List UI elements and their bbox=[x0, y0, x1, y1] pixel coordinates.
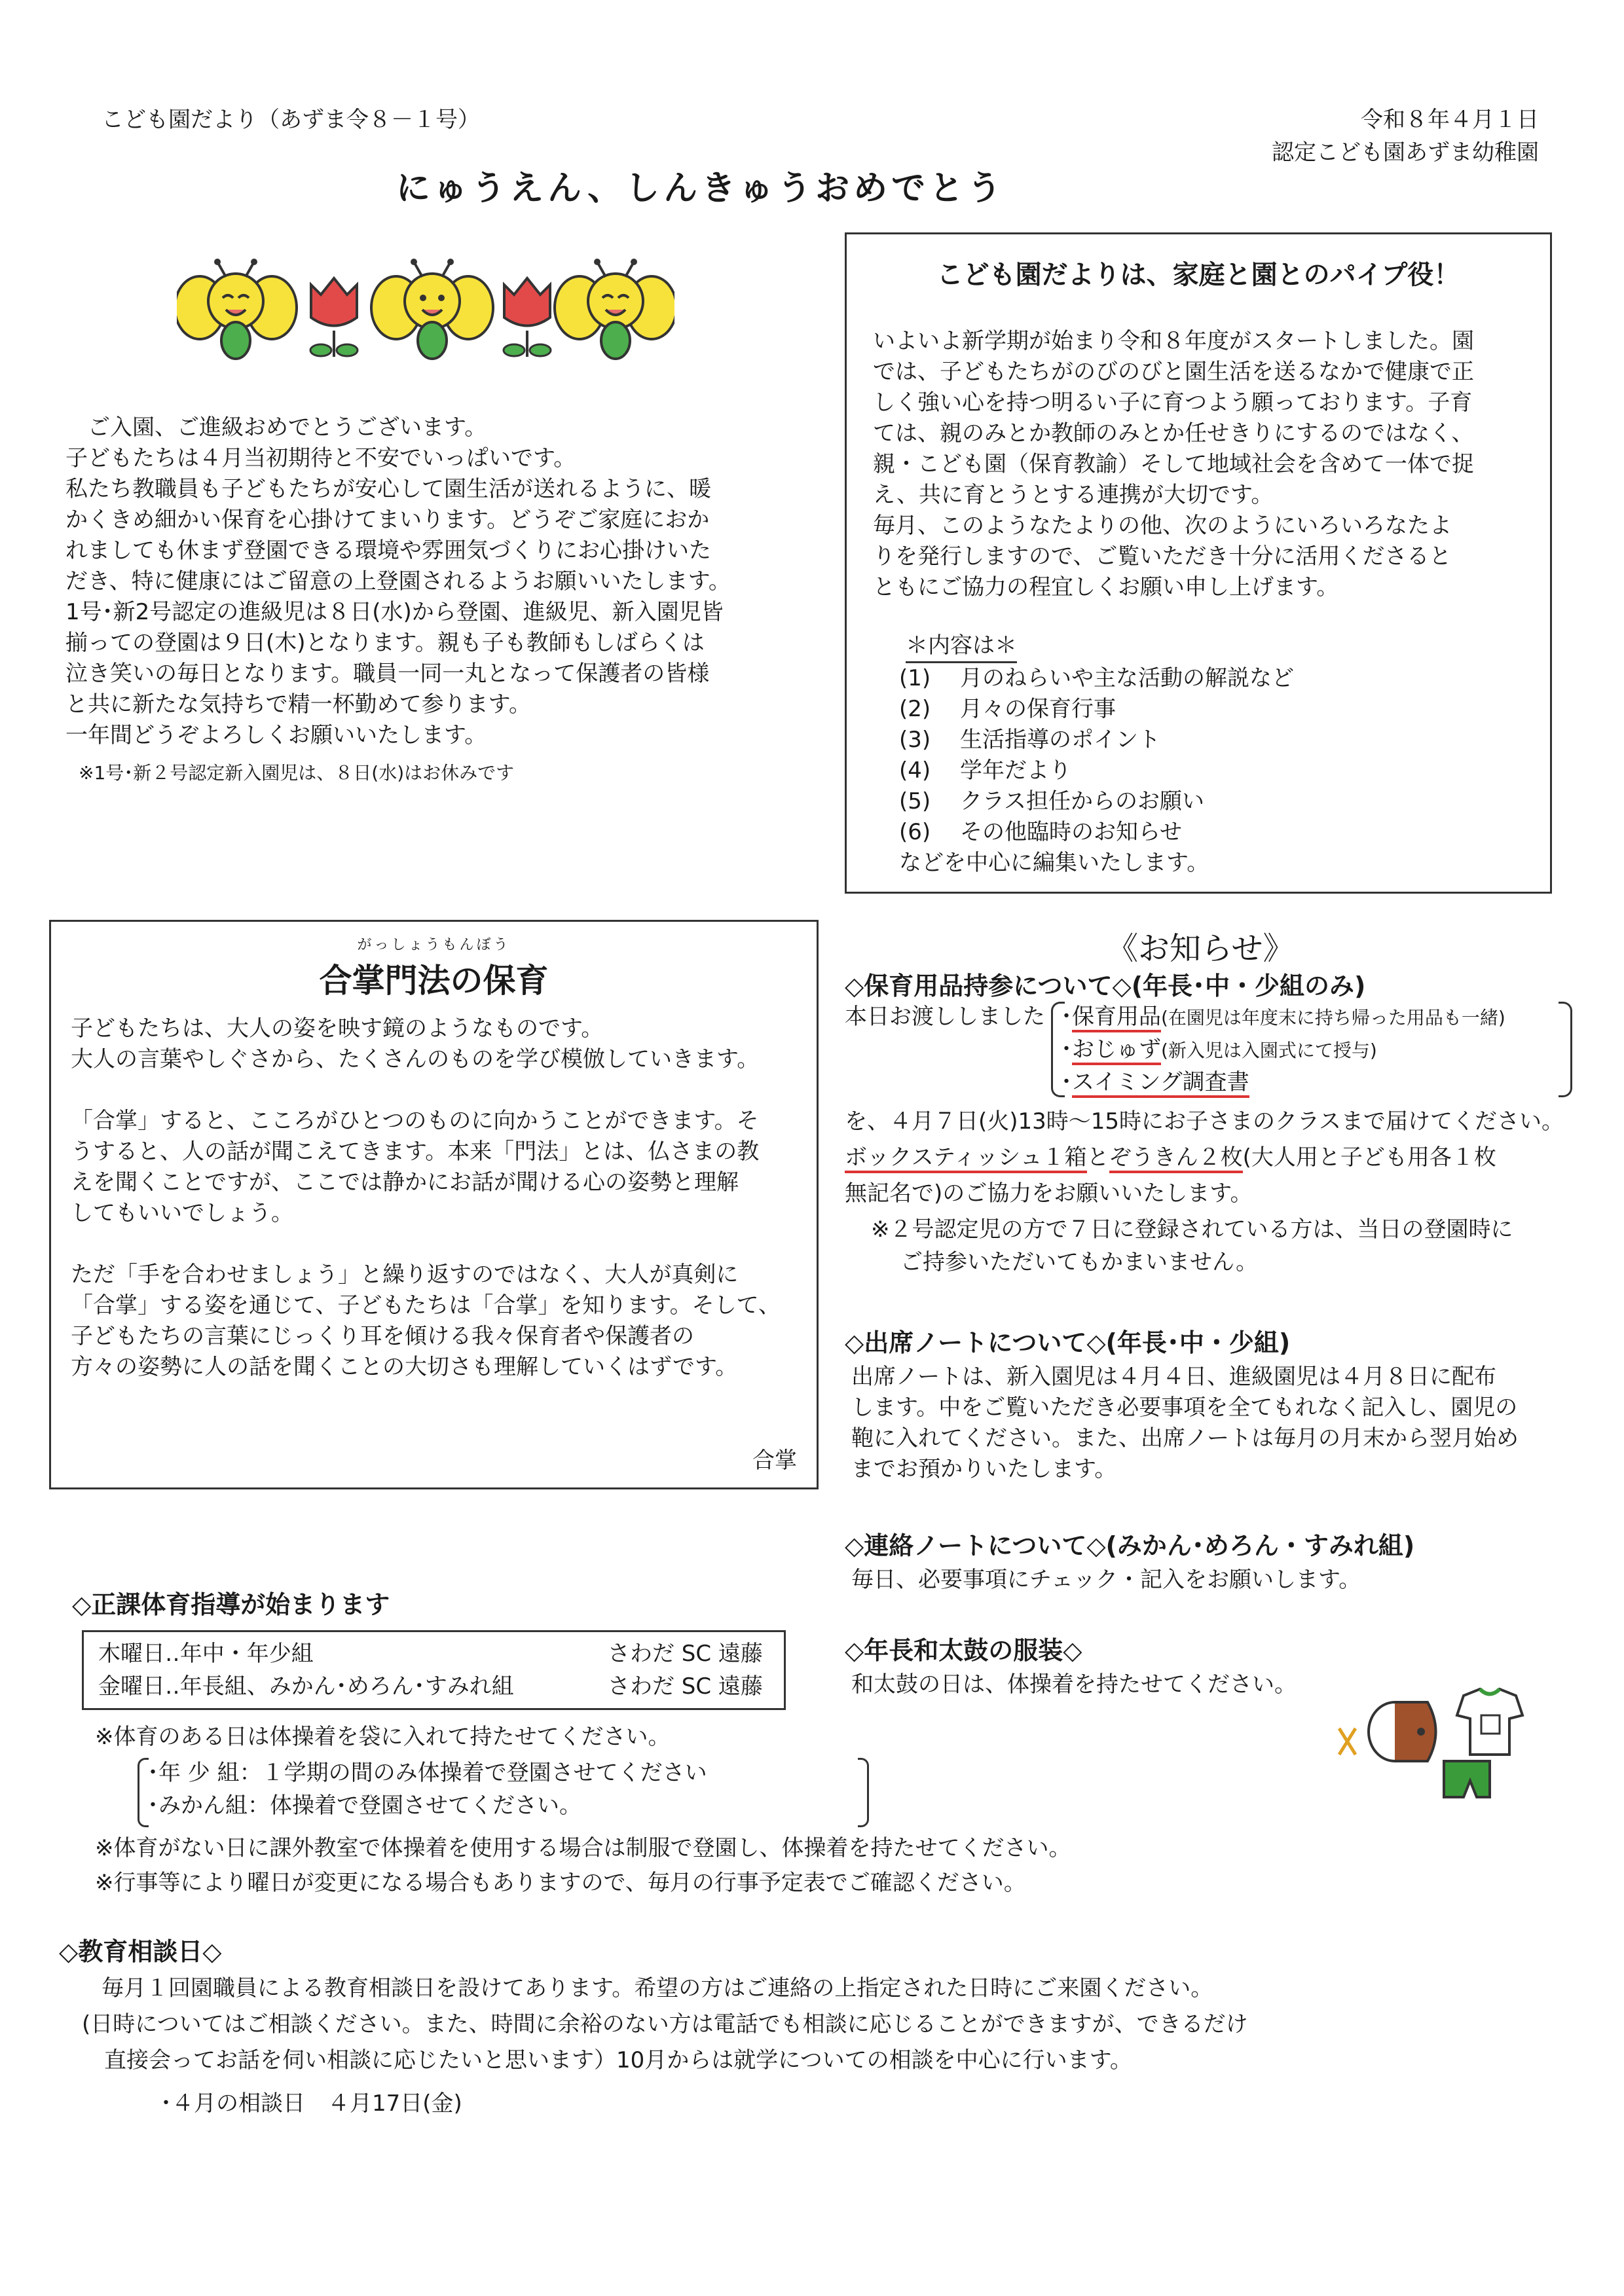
pipe-title: こども園だよりは、家庭と園とのパイプ役！ bbox=[936, 260, 1460, 290]
gassho-body bbox=[71, 1013, 781, 1383]
pipe-line: ては、親のみとか教師のみとか任せきりにするのではなく、 bbox=[873, 420, 1474, 446]
zoukin: ぞうきん２枚 bbox=[1109, 1144, 1243, 1173]
attendance-line: 鞄に入れてください。また、出席ノートは毎月の月末から翌月始め bbox=[851, 1425, 1519, 1451]
attendance-line: までお預かりいたします。 bbox=[851, 1456, 1117, 1482]
supplies-item-2: ･おじゅず(新入児は入園式にて授与) bbox=[1061, 1034, 1377, 1066]
pipe-line: しく強い心を持つ明るい子に育つよう願っております。子育 bbox=[873, 390, 1473, 416]
pipe-contents bbox=[899, 630, 1294, 879]
gassho-line: えを聞くことですが、ここでは静かにお話が聞ける心の姿勢と理解 bbox=[71, 1169, 739, 1195]
supplies-intro: 本日お渡ししました bbox=[845, 1004, 1045, 1030]
butterfly-icon bbox=[555, 259, 674, 359]
gassho-line: 大人の言葉やしぐさから、たくさんのものを学び模倣していきます。 bbox=[71, 1046, 760, 1072]
pe-bracket-right bbox=[858, 1758, 869, 1827]
bracket-right bbox=[1559, 1002, 1572, 1097]
drum-clothes-illustration bbox=[1329, 1683, 1526, 1813]
contents-closing: などを中心に編集いたします。 bbox=[899, 850, 1209, 876]
butterfly-icon bbox=[371, 259, 493, 359]
pe-row-day: 金曜日‥年長組、みかん･めろん･すみれ組 bbox=[98, 1673, 514, 1700]
contents-item: (1) 月のねらいや主な活動の解説など bbox=[899, 665, 1294, 691]
greeting-line: 子どもたちは４月当初期待と不安でいっぱいです。 bbox=[65, 445, 576, 471]
page-title: にゅうえん、しんきゅうおめでとう bbox=[396, 169, 1006, 208]
taiko-drum-icon bbox=[1339, 1702, 1436, 1761]
contents-item: (2) 月々の保育行事 bbox=[899, 696, 1116, 722]
greeting-line: 一年間どうぞよろしくお願いいたします。 bbox=[65, 722, 487, 748]
pe-row-coach: さわだ SC 遠藤 bbox=[608, 1641, 763, 1667]
greeting-line: れましても休まず登園できる環境や雰囲気づくりにお心掛けいた bbox=[65, 538, 711, 564]
gym-clothes-icon bbox=[1444, 1689, 1522, 1797]
taiko-title: ◇年長和太鼓の服装◇ bbox=[845, 1636, 1082, 1665]
supplies-title: ◇保育用品持参について◇(年長･中・少組のみ) bbox=[845, 972, 1366, 1000]
greeting-line: 揃っての登園は９日(木)となります。親も子も教師もしばらくは bbox=[65, 630, 705, 656]
supplies-item-1-main: 保育用品 bbox=[1072, 1004, 1161, 1032]
pipe-line: りを発行しますので、ご覧いただき十分に活用くださると bbox=[873, 543, 1452, 570]
gassho-line: うすると、人の話が聞こえてきます。本来「門法」とは、仏さまの教 bbox=[71, 1139, 760, 1165]
pipe-line: いよいよ新学期が始まり令和８年度がスタートしました。園 bbox=[873, 328, 1474, 354]
supplies-item-1-note: (在園児は年度末に持ち帰った用品も一緒) bbox=[1161, 1007, 1505, 1029]
supplies-line-3: 無記名で)のご協力をお願いいたします。 bbox=[845, 1180, 1253, 1207]
supplies-item-1: ･保育用品(在園児は年度末に持ち帰った用品も一緒) bbox=[1061, 1002, 1505, 1033]
supplies-line-2 bbox=[845, 1142, 1496, 1173]
greeting-note: ※1号･新２号認定新入園児は、８日(水)はお休みです bbox=[79, 762, 515, 784]
gassho-ruby: がっしょうもんぼう bbox=[357, 937, 511, 953]
attendance-line: します。中をご覧いただき必要事項を全てもれなく記入し、園児の bbox=[851, 1394, 1518, 1421]
consult-line: (日時についてはご相談ください。また、時間に余裕のない方は電話でも相談に応じることができますが、できるだけ bbox=[82, 2011, 1248, 2037]
gassho-line: 方々の姿勢に人の話を聞くことの大切さも理解していくはずです。 bbox=[71, 1354, 738, 1380]
pipe-line: え、共に育とうとする連携が大切です。 bbox=[873, 482, 1274, 508]
consult-line: 直接会ってお話を伺い相談に応じたいと思います）10月からは就学についての相談を中心に行います。 bbox=[82, 2047, 1132, 2073]
consult-line: 毎月１回園職員による教育相談日を設けてあります。希望の方はご連絡の上指定された日時にご来園ください。 bbox=[101, 1975, 1213, 2001]
contents-title: ＊内容は＊ bbox=[906, 630, 1017, 663]
greeting-line: 私たち教職員も子どもたちが安心して園生活が送れるように、暖 bbox=[65, 476, 711, 502]
butterfly-icon bbox=[177, 259, 297, 359]
supplies-item-2-note: (新入児は入園式にて授与) bbox=[1161, 1040, 1377, 1061]
pe-row-day: 木曜日‥年中・年少組 bbox=[98, 1641, 314, 1667]
pipe-line: では、子どもたちがのびのびと園生活を送るなかで健康で正 bbox=[873, 359, 1474, 385]
pe-row-coach: さわだ SC 遠藤 bbox=[608, 1673, 763, 1700]
pipe-line: ともにご協力の程宜しくお願い申し上げます。 bbox=[873, 574, 1339, 600]
pe-note-2: ※体育がない日に課外教室で体操着を使用する場合は制服で登園し、体操着を持たせてください。 bbox=[95, 1835, 1071, 1861]
notice-heading: 《お知らせ》 bbox=[1107, 930, 1295, 967]
supplies-line-1: を、４月７日(火)13時～15時にお子さまのクラスまで届けてください。 bbox=[845, 1108, 1564, 1135]
gassho-line: してもいいでしょう。 bbox=[71, 1200, 293, 1226]
consult-date: ･４月の相談日 ４月17日(金) bbox=[160, 2090, 462, 2117]
tulip-icon bbox=[310, 278, 358, 357]
gassho-line: 「合掌」する姿を通じて、子どもたちは「合掌」を知ります。そして、 bbox=[71, 1292, 781, 1319]
pipe-body bbox=[873, 326, 1474, 603]
greeting-line: だき、特に健康にはご留意の上登園されるようお願いいたします。 bbox=[65, 568, 731, 594]
taiko-line: 和太鼓の日は、体操着を持たせてください。 bbox=[851, 1671, 1297, 1698]
greeting-line: かくきめ細かい保育を心掛けてまいります。どうぞご家庭におか bbox=[65, 507, 710, 533]
contents-item: (4) 学年だより bbox=[899, 757, 1071, 784]
supplies-item-2-main: おじゅず bbox=[1072, 1036, 1161, 1065]
gassho-title: 合掌門法の保育 bbox=[319, 962, 549, 1000]
attendance-line: 出席ノートは、新入園児は４月４日、進級園児は４月８日に配布 bbox=[851, 1364, 1496, 1390]
greeting-line: 1号･新2号認定の進級児は８日(水)から登園、進級児、新入園児皆 bbox=[65, 599, 724, 625]
pipe-line: 毎月、このようなたよりの他、次のようにいろいろなたよ bbox=[873, 513, 1452, 539]
butterflies-tulips-illustration bbox=[177, 259, 674, 363]
issue-date: 令和８年４月１日 bbox=[1361, 107, 1539, 133]
consult-title: ◇教育相談日◇ bbox=[59, 1937, 222, 1966]
gassho-line: ただ「手を合わせましょう」と繰り返すのではなく、大人が真剣に bbox=[71, 1262, 739, 1288]
pe-note-3: ※行事等により曜日が変更になる場合もありますので、毎月の行事予定表でご確認ください。 bbox=[95, 1870, 1026, 1896]
pipe-line: 親・こども園（保育教諭）そして地域社会を含めて一体で捉 bbox=[873, 451, 1474, 477]
consult-body bbox=[82, 1971, 1248, 2079]
greeting-section bbox=[65, 412, 838, 788]
pe-note-1: ※体育のある日は体操着を袋に入れて持たせてください。 bbox=[95, 1724, 671, 1750]
greeting-line: ご入園、ご進級おめでとうございます。 bbox=[65, 414, 487, 441]
supplies-item-3-main: スイミング調査書 bbox=[1072, 1069, 1249, 1098]
contents-item: (5) クラス担任からのお願い bbox=[899, 788, 1204, 814]
supplies-item-3: ･スイミング調査書 bbox=[1061, 1067, 1249, 1098]
gassho-line: 子どもたちの言葉にじっくり耳を傾ける我々保育者や保護者の bbox=[71, 1323, 694, 1349]
pe-title: ◇正課体育指導が始まります bbox=[72, 1590, 390, 1619]
attendance-body bbox=[851, 1362, 1519, 1485]
greeting-line: と共に新たな気持ちで精一杯勤めて参ります。 bbox=[65, 691, 531, 718]
and-text: と bbox=[1086, 1144, 1109, 1171]
supplies-note-1: ※２号認定児の方で７日に登録されている方は、当日の登園時に bbox=[871, 1216, 1513, 1243]
contact-line: 毎日、必要事項にチェック・記入をお願いします。 bbox=[851, 1567, 1361, 1593]
pe-schedule-box bbox=[82, 1630, 786, 1710]
contents-item: (3) 生活指導のポイント bbox=[899, 727, 1160, 753]
contents-item: (6) その他臨時のお知らせ bbox=[899, 819, 1182, 845]
supplies-note-2: ご持参いただいてもかまいません。 bbox=[900, 1249, 1259, 1275]
gassho-line: 子どもたちは、大人の姿を映す鏡のようなものです。 bbox=[71, 1015, 604, 1042]
school-name: 認定こども園あずま幼稚園 bbox=[1272, 139, 1539, 166]
attendance-title: ◇出席ノートについて◇(年長･中・少組) bbox=[845, 1328, 1291, 1357]
gassho-line bbox=[71, 1229, 781, 1260]
gassho-signature: 合掌 bbox=[752, 1448, 797, 1474]
supplies-line-2-rest: (大人用と子ども用各１枚 bbox=[1242, 1144, 1496, 1171]
tulip-icon bbox=[504, 278, 551, 357]
box-tissue: ボックスティッシュ１箱 bbox=[845, 1144, 1087, 1173]
pipe-info-box bbox=[845, 232, 1552, 894]
contact-title: ◇連絡ノートについて◇(みかん･めろん・すみれ組) bbox=[845, 1531, 1415, 1560]
greeting-line: 泣き笑いの毎日となります。職員一同一丸となって保護者の皆様 bbox=[65, 661, 710, 687]
gassho-line bbox=[71, 1075, 781, 1106]
gassho-line: 「合掌」すると、こころがひとつのものに向かうことができます。そ bbox=[71, 1108, 759, 1134]
issue-number: こども園だより（あずま令８－１号） bbox=[101, 107, 480, 133]
pe-sub-1: ･年 少 組：１学期の間のみ体操着で登園させてください bbox=[147, 1760, 707, 1786]
gassho-box bbox=[49, 920, 819, 1489]
pe-sub-2: ･みかん組：体操着で登園させてください。 bbox=[147, 1793, 581, 1819]
